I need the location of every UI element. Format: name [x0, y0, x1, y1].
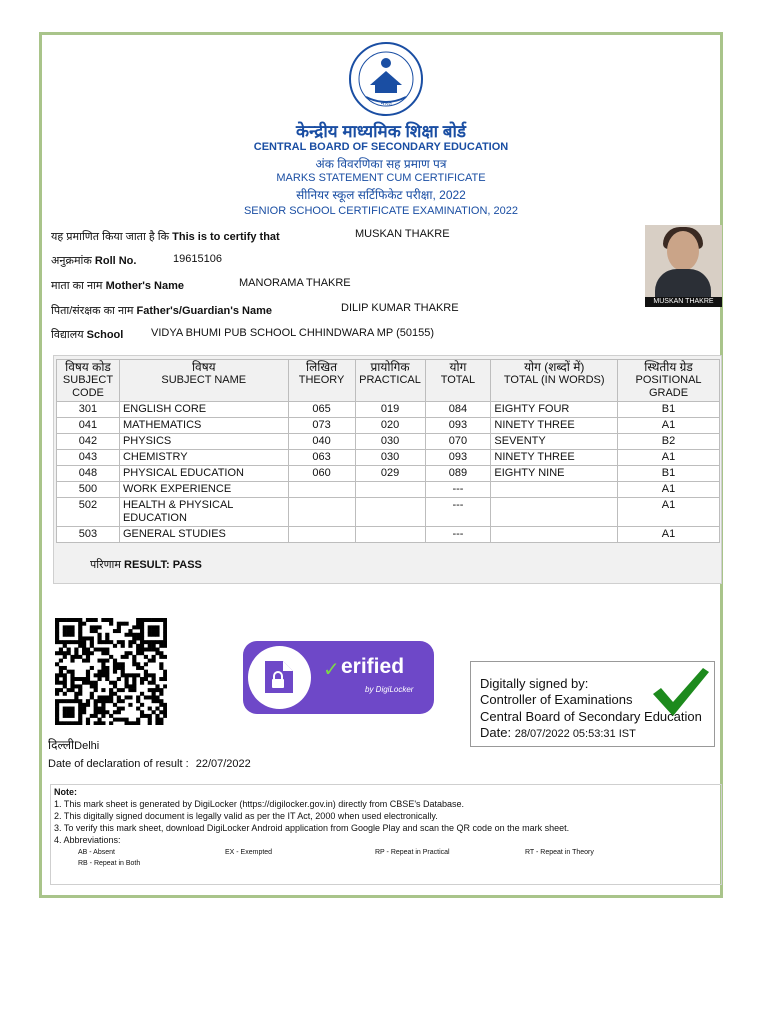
signature-date-value: 28/07/2022 05:53:31 IST [514, 728, 636, 740]
abbreviation-exempted: EX - Exempted [225, 849, 273, 856]
grade-header [618, 360, 720, 402]
abbreviation-absent: AB - Absent [78, 849, 115, 856]
verified-by-text: by DigiLocker [365, 685, 414, 694]
mother-label-english: Mother's Name [105, 280, 184, 292]
roll-label [51, 253, 136, 268]
cell-words: EIGHTY NINE [491, 466, 618, 482]
result-line [90, 557, 202, 572]
cell-total: 089 [425, 466, 491, 482]
cell-theory [288, 482, 355, 498]
declaration-date-value: 22/07/2022 [195, 758, 251, 770]
cell-grade: B1 [618, 402, 720, 418]
cell-theory: 060 [288, 466, 355, 482]
cell-words [491, 482, 618, 498]
signature-valid-check-icon [649, 664, 711, 720]
cell-words [491, 498, 618, 527]
table-row [57, 482, 720, 498]
certify-label-english: This is to certify that [172, 231, 280, 243]
total-words-header-english: TOTAL (IN WORDS) [503, 374, 605, 386]
cell-theory: 073 [288, 418, 355, 434]
table-row [57, 402, 720, 418]
school-label-hindi: विद्यालय [51, 329, 84, 341]
cell-grade: A1 [618, 527, 720, 543]
result-label-hindi: परिणाम [90, 559, 121, 571]
abbreviation-repeat-both: RB - Repeat in Both [78, 860, 141, 867]
cell-name: PHYSICAL EDUCATION [119, 466, 288, 482]
note-item: 1. This mark sheet is generated by DigiLocker (https://digilocker.gov.in) directly from CBSE's Database. [54, 799, 465, 809]
cell-name: ENGLISH CORE [119, 402, 288, 418]
cell-theory: 065 [288, 402, 355, 418]
logo-caption: भारत [380, 101, 392, 107]
cell-grade: A1 [618, 482, 720, 498]
table-row [57, 434, 720, 450]
subject-name-header [119, 360, 288, 402]
cell-code: 042 [57, 434, 120, 450]
cell-code: 301 [57, 402, 120, 418]
marks-table [56, 359, 720, 543]
cell-words: NINETY THREE [491, 418, 618, 434]
cell-code: 048 [57, 466, 120, 482]
school-label [51, 327, 123, 342]
cell-grade: A1 [618, 418, 720, 434]
cell-name: GENERAL STUDIES [119, 527, 288, 543]
subject-code-header-hindi: विषय कोड [65, 360, 111, 374]
notes-box [50, 784, 722, 885]
table-row [57, 466, 720, 482]
declaration-label: Date of declaration of result : [48, 758, 189, 770]
cell-practical: 030 [355, 434, 425, 450]
statement-title-hindi: अंक विवरणिका सह प्रमाण पत्र [315, 157, 447, 171]
photo-caption: MUSKAN THAKRE [645, 297, 722, 307]
cell-practical [355, 527, 425, 543]
table-row [57, 527, 720, 543]
table-row [57, 498, 720, 527]
digital-signature-box [470, 661, 715, 747]
cell-total: 070 [425, 434, 491, 450]
signature-line-1: Digitally signed by: [480, 676, 589, 691]
cell-code: 500 [57, 482, 120, 498]
mother-name: MANORAMA THAKRE [239, 277, 351, 289]
cell-grade: A1 [618, 450, 720, 466]
notes-title: Note: [54, 787, 77, 797]
place-hindi: दिल्ली [48, 738, 75, 752]
statement-title-english: MARKS STATEMENT CUM CERTIFICATE [276, 172, 486, 184]
grade-header-hindi: स्थितीय ग्रेड [644, 360, 693, 374]
board-name-hindi: केन्द्रीय माध्यमिक शिक्षा बोर्ड [296, 122, 466, 141]
signature-date-label: Date: [480, 725, 512, 740]
practical-header [355, 360, 425, 402]
cell-total: --- [425, 482, 491, 498]
total-words-header-hindi: योग (शब्दों में) [524, 360, 585, 374]
verified-check-icon: ✓ [323, 659, 340, 681]
father-label-english: Father's/Guardian's Name [136, 305, 272, 317]
table-header-row [57, 360, 720, 402]
theory-header-english: THEORY [298, 374, 345, 386]
subject-code-header [57, 360, 120, 402]
roll-label-english: Roll No. [94, 255, 137, 267]
cell-code: 503 [57, 527, 120, 543]
father-label [51, 303, 272, 318]
father-label-hindi: पिता/संरक्षक का नाम [51, 305, 134, 317]
certify-label [51, 229, 280, 244]
cell-total: --- [425, 498, 491, 527]
school-label-english: School [86, 329, 124, 341]
cell-practical [355, 498, 425, 527]
practical-header-hindi: प्रायोगिक [370, 360, 410, 374]
cell-practical: 030 [355, 450, 425, 466]
total-words-header [491, 360, 618, 402]
theory-header-hindi: लिखित [306, 360, 338, 374]
table-row [57, 450, 720, 466]
place [48, 736, 99, 753]
cell-total: 093 [425, 450, 491, 466]
note-item: 4. Abbreviations: [54, 835, 121, 845]
marks-section [53, 355, 722, 584]
certificate-frame [39, 32, 723, 898]
school-name: VIDYA BHUMI PUB SCHOOL CHHINDWARA MP (50155) [151, 327, 435, 339]
roll-number: 19615106 [173, 253, 222, 265]
signature-line-3: Central Board of Secondary Education [480, 709, 702, 724]
candidate-photo [645, 225, 722, 307]
total-header [425, 360, 491, 402]
cell-practical [355, 482, 425, 498]
cell-grade: B1 [618, 466, 720, 482]
cell-words: SEVENTY [491, 434, 618, 450]
qr-code-icon[interactable] [55, 618, 167, 725]
mother-label [51, 278, 184, 293]
document-lock-icon [263, 659, 297, 695]
digilocker-verified-badge [243, 641, 434, 714]
signature-date [480, 725, 636, 742]
grade-header-english: POSITIONAL GRADE [635, 374, 702, 399]
table-row [57, 418, 720, 434]
board-name-english: CENTRAL BOARD OF SECONDARY EDUCATION [253, 141, 509, 153]
note-item: 2. This digitally signed document is legally valid as per the IT Act, 2000 when used electronically. [54, 811, 438, 821]
subject-name-header-hindi: विषय [191, 360, 216, 374]
verified-text: erified [341, 655, 405, 678]
place-english: Delhi [74, 740, 100, 752]
cell-words: EIGHTY FOUR [491, 402, 618, 418]
cell-code: 041 [57, 418, 120, 434]
cell-grade: B2 [618, 434, 720, 450]
total-header-english: TOTAL [440, 374, 476, 386]
theory-header [288, 360, 355, 402]
cell-theory: 040 [288, 434, 355, 450]
note-item: 3. To verify this mark sheet, download DigiLocker Android application from Google Play and scan the QR code on the mark sheet. [54, 823, 570, 833]
result-value: RESULT: PASS [124, 559, 202, 571]
cell-code: 502 [57, 498, 120, 527]
candidate-name: MUSKAN THAKRE [355, 228, 450, 240]
cell-practical: 019 [355, 402, 425, 418]
mother-label-hindi: माता का नाम [51, 280, 103, 292]
cell-total: 093 [425, 418, 491, 434]
cell-total: --- [425, 527, 491, 543]
practical-header-english: PRACTICAL [359, 374, 421, 386]
certify-label-hindi: यह प्रमाणित किया जाता है कि [51, 231, 170, 243]
cell-theory [288, 527, 355, 543]
cell-words: NINETY THREE [491, 450, 618, 466]
total-header-hindi: योग [449, 360, 467, 374]
signature-line-2: Controller of Examinations [480, 692, 633, 707]
cell-theory: 063 [288, 450, 355, 466]
cell-name: WORK EXPERIENCE [119, 482, 288, 498]
father-name: DILIP KUMAR THAKRE [341, 302, 459, 314]
cell-name: MATHEMATICS [119, 418, 288, 434]
cell-name: CHEMISTRY [119, 450, 288, 466]
cell-code: 043 [57, 450, 120, 466]
exam-title-hindi: सीनियर स्कूल सर्टिफिकेट परीक्षा, 2022 [296, 188, 466, 202]
abbreviation-repeat-practical: RP - Repeat in Practical [375, 849, 450, 856]
cell-practical: 029 [355, 466, 425, 482]
cell-theory [288, 498, 355, 527]
exam-title-english: SENIOR SCHOOL CERTIFICATE EXAMINATION, 2022 [243, 205, 519, 217]
roll-label-hindi: अनुक्रमांक [51, 255, 92, 267]
declaration-date [48, 758, 251, 770]
cell-practical: 020 [355, 418, 425, 434]
cell-total: 084 [425, 402, 491, 418]
cell-name: HEALTH & PHYSICAL EDUCATION [119, 498, 288, 527]
cell-grade: A1 [618, 498, 720, 527]
cell-name: PHYSICS [119, 434, 288, 450]
subject-name-header-english: SUBJECT NAME [161, 374, 247, 386]
abbreviation-repeat-theory: RT - Repeat in Theory [525, 849, 594, 856]
subject-code-header-english: SUBJECT CODE [62, 374, 114, 399]
cell-words [491, 527, 618, 543]
